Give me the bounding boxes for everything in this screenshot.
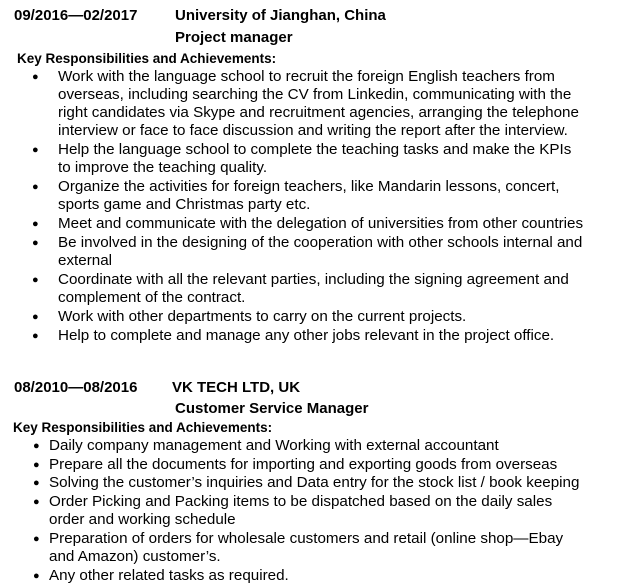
list-item-line: overseas, including searching the CV from Linkedin, communicating with the bbox=[58, 86, 620, 104]
list-item bbox=[33, 530, 620, 567]
bullet-icon: ● bbox=[32, 327, 39, 345]
list-item-line: Help to complete and manage any other jobs relevant in the project office. bbox=[58, 327, 620, 345]
job-1-dates: 09/2016—02/2017 bbox=[14, 7, 137, 24]
list-item-line: interview or face to face discussion and writing the report after the interview. bbox=[58, 122, 620, 140]
list-item bbox=[33, 474, 620, 493]
job-1-employer: University of Jianghan, China bbox=[175, 7, 386, 24]
bullet-icon: ● bbox=[32, 308, 39, 326]
bullet-icon: ● bbox=[32, 271, 39, 289]
list-item bbox=[28, 234, 620, 270]
job-2-employer: VK TECH LTD, UK bbox=[172, 379, 300, 396]
list-item-line: Daily company management and Working with external accountant bbox=[49, 437, 620, 456]
list-item-line: Work with the language school to recruit the foreign English teachers from bbox=[58, 68, 620, 86]
list-item bbox=[28, 215, 620, 233]
list-item bbox=[33, 456, 620, 475]
bullet-icon: ● bbox=[33, 456, 40, 475]
list-item-line: external bbox=[58, 252, 620, 270]
list-item-line: complement of the contract. bbox=[58, 289, 620, 307]
bullet-icon: ● bbox=[32, 215, 39, 233]
list-item bbox=[33, 567, 620, 585]
job-1-responsibilities bbox=[28, 68, 620, 345]
bullet-icon: ● bbox=[33, 567, 40, 585]
list-item bbox=[28, 141, 620, 177]
bullet-icon: ● bbox=[33, 437, 40, 456]
bullet-icon: ● bbox=[32, 141, 39, 159]
list-item bbox=[33, 493, 620, 530]
bullet-icon: ● bbox=[32, 234, 39, 252]
list-item-line: sports game and Christmas party etc. bbox=[58, 196, 620, 214]
bullet-icon: ● bbox=[33, 474, 40, 493]
bullet-icon: ● bbox=[32, 68, 39, 86]
list-item-line: Help the language school to complete the teaching tasks and make the KPIs bbox=[58, 141, 620, 159]
job-1-role: Project manager bbox=[175, 29, 293, 46]
list-item-line: Preparation of orders for wholesale customers and retail (online shop—Ebay bbox=[49, 530, 620, 549]
job-1-section-heading: Key Responsibilities and Achievements: bbox=[17, 51, 276, 66]
list-item-line: Organize the activities for foreign teachers, like Mandarin lessons, concert, bbox=[58, 178, 620, 196]
list-item-line: Coordinate with all the relevant parties, including the signing agreement and bbox=[58, 271, 620, 289]
job-2-section-heading: Key Responsibilities and Achievements: bbox=[13, 420, 272, 435]
list-item bbox=[28, 178, 620, 214]
list-item-line: Prepare all the documents for importing and exporting goods from overseas bbox=[49, 456, 620, 475]
list-item-line: to improve the teaching quality. bbox=[58, 159, 620, 177]
bullet-icon: ● bbox=[33, 493, 40, 512]
list-item-line: and Amazon) customer’s. bbox=[49, 548, 620, 567]
bullet-icon: ● bbox=[32, 178, 39, 196]
list-item bbox=[33, 437, 620, 456]
list-item-line: Be involved in the designing of the cooperation with other schools internal and bbox=[58, 234, 620, 252]
job-2-dates: 08/2010—08/2016 bbox=[14, 379, 137, 396]
list-item bbox=[28, 68, 620, 140]
bullet-icon: ● bbox=[33, 530, 40, 549]
list-item-line: right candidates via Skype and recruitment agencies, arranging the telephone bbox=[58, 104, 620, 122]
list-item bbox=[28, 308, 620, 326]
list-item-line: Order Picking and Packing items to be dispatched based on the daily sales bbox=[49, 493, 620, 512]
list-item-line: order and working schedule bbox=[49, 511, 620, 530]
list-item-line: Work with other departments to carry on the current projects. bbox=[58, 308, 620, 326]
list-item-line: Any other related tasks as required. bbox=[49, 567, 620, 585]
list-item bbox=[28, 327, 620, 345]
job-2-responsibilities bbox=[33, 437, 620, 585]
list-item-line: Meet and communicate with the delegation of universities from other countries bbox=[58, 215, 620, 233]
list-item bbox=[28, 271, 620, 307]
job-2-role: Customer Service Manager bbox=[175, 400, 368, 417]
list-item-line: Solving the customer’s inquiries and Data entry for the stock list / book keeping bbox=[49, 474, 620, 493]
